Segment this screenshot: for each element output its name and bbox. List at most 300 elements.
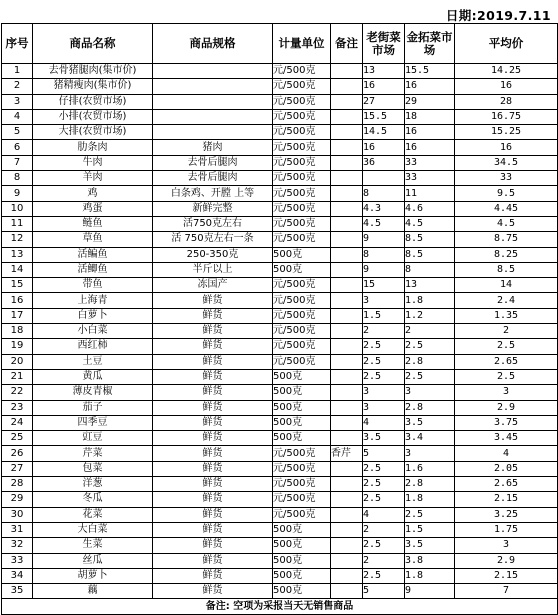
cell-no: 8 [2, 171, 33, 186]
cell-unit: 元/500克 [273, 278, 331, 293]
table-row [2, 79, 558, 94]
cell-no: 5 [2, 125, 33, 140]
table-row [2, 171, 558, 186]
cell-laojie-price: 14.5 [363, 125, 405, 140]
cell-laojie-price: 5 [363, 446, 405, 461]
cell-no: 18 [2, 324, 33, 339]
cell-laojie-price: 3 [363, 400, 405, 415]
cell-jintuo-price: 16 [405, 140, 455, 155]
cell-note: 香芹 [331, 446, 363, 461]
cell-average-price: 8.25 [455, 247, 558, 262]
cell-name: 肋条肉 [33, 140, 153, 155]
cell-name: 活鳊鱼 [33, 247, 153, 262]
cell-spec: 鲜货 [153, 492, 273, 507]
cell-average-price: 2.5 [455, 339, 558, 354]
cell-average-price: 33 [455, 171, 558, 186]
table-row [2, 324, 558, 339]
cell-no: 13 [2, 247, 33, 262]
cell-no: 34 [2, 568, 33, 583]
cell-no: 29 [2, 492, 33, 507]
cell-jintuo-price: 2 [405, 324, 455, 339]
table-row [2, 568, 558, 583]
cell-spec: 去骨后腿肉 [153, 155, 273, 170]
table-row [2, 216, 558, 231]
cell-average-price: 16 [455, 140, 558, 155]
cell-unit: 元/500克 [273, 79, 331, 94]
cell-average-price: 2.9 [455, 553, 558, 568]
cell-name: 黄瓜 [33, 369, 153, 384]
cell-no: 11 [2, 216, 33, 231]
table-row [2, 201, 558, 216]
table-row [2, 431, 558, 446]
cell-laojie-price: 2.5 [363, 369, 405, 384]
cell-unit: 元/500克 [273, 216, 331, 231]
report-date: 日期:2019.7.11 [445, 8, 551, 23]
cell-jintuo-price: 16 [405, 79, 455, 94]
header-laojie-market: 老街菜市场 [363, 24, 405, 64]
cell-note [331, 385, 363, 400]
table-row [2, 125, 558, 140]
cell-name: 小排(农贸市场) [33, 109, 153, 124]
cell-name: 猪精瘦肉(集市价) [33, 79, 153, 94]
cell-no: 2 [2, 79, 33, 94]
cell-laojie-price: 16 [363, 140, 405, 155]
cell-spec: 鲜货 [153, 507, 273, 522]
cell-jintuo-price: 2.5 [405, 369, 455, 384]
cell-spec: 鲜货 [153, 461, 273, 476]
cell-unit: 元/500克 [273, 477, 331, 492]
cell-note [331, 568, 363, 583]
cell-average-price: 1.35 [455, 308, 558, 323]
cell-no: 26 [2, 446, 33, 461]
cell-note [331, 125, 363, 140]
cell-no: 30 [2, 507, 33, 522]
cell-laojie-price: 3.5 [363, 431, 405, 446]
cell-average-price: 2.5 [455, 369, 558, 384]
cell-jintuo-price: 1.8 [405, 568, 455, 583]
table-row [2, 553, 558, 568]
cell-no: 12 [2, 232, 33, 247]
cell-name: 牛肉 [33, 155, 153, 170]
cell-average-price: 4.5 [455, 216, 558, 231]
cell-average-price: 3.25 [455, 507, 558, 522]
cell-spec: 冻国产 [153, 278, 273, 293]
cell-note [331, 507, 363, 522]
cell-laojie-price: 2.5 [363, 477, 405, 492]
cell-average-price: 2.9 [455, 400, 558, 415]
cell-laojie-price: 2.5 [363, 538, 405, 553]
cell-jintuo-price: 1.2 [405, 308, 455, 323]
cell-note [331, 201, 363, 216]
cell-average-price: 1.75 [455, 522, 558, 537]
table-row [2, 262, 558, 277]
cell-unit: 元/500克 [273, 324, 331, 339]
table-row [2, 278, 558, 293]
cell-laojie-price: 15.5 [363, 109, 405, 124]
table-row [2, 584, 558, 599]
cell-note [331, 262, 363, 277]
cell-average-price: 14.25 [455, 64, 558, 79]
cell-average-price: 14 [455, 278, 558, 293]
table-row [2, 400, 558, 415]
cell-laojie-price [363, 171, 405, 186]
cell-no: 7 [2, 155, 33, 170]
cell-unit: 元/500克 [273, 308, 331, 323]
header-note: 备注 [331, 24, 363, 64]
cell-spec: 鲜货 [153, 446, 273, 461]
cell-jintuo-price: 18 [405, 109, 455, 124]
cell-laojie-price: 1.5 [363, 308, 405, 323]
cell-note [331, 278, 363, 293]
cell-jintuo-price: 3.4 [405, 431, 455, 446]
cell-no: 4 [2, 109, 33, 124]
cell-laojie-price: 5 [363, 584, 405, 599]
header-row [2, 24, 558, 64]
cell-jintuo-price: 2.8 [405, 354, 455, 369]
cell-average-price: 7 [455, 584, 558, 599]
cell-no: 35 [2, 584, 33, 599]
cell-name: 丝瓜 [33, 553, 153, 568]
cell-average-price: 2.65 [455, 477, 558, 492]
cell-jintuo-price: 3 [405, 446, 455, 461]
cell-unit: 元/500克 [273, 171, 331, 186]
cell-jintuo-price: 4.6 [405, 201, 455, 216]
cell-average-price: 2 [455, 324, 558, 339]
cell-no: 24 [2, 415, 33, 430]
cell-average-price: 2.65 [455, 354, 558, 369]
cell-note [331, 64, 363, 79]
cell-jintuo-price: 2.8 [405, 400, 455, 415]
table-row [2, 94, 558, 109]
cell-note [331, 232, 363, 247]
cell-spec: 鲜货 [153, 431, 273, 446]
cell-average-price: 3 [455, 538, 558, 553]
table-row [2, 477, 558, 492]
cell-unit: 500克 [273, 431, 331, 446]
cell-name: 去骨猪腿肉(集市价) [33, 64, 153, 79]
cell-note [331, 324, 363, 339]
cell-laojie-price: 2 [363, 553, 405, 568]
cell-unit: 元/500克 [273, 64, 331, 79]
cell-unit: 500克 [273, 247, 331, 262]
header-jintuo-market: 金拓菜市场 [405, 24, 455, 64]
price-table [1, 23, 558, 615]
cell-jintuo-price: 2.5 [405, 507, 455, 522]
cell-spec: 鲜货 [153, 324, 273, 339]
cell-jintuo-price: 29 [405, 94, 455, 109]
cell-name: 草鱼 [33, 232, 153, 247]
cell-unit: 500克 [273, 584, 331, 599]
cell-average-price: 8.5 [455, 262, 558, 277]
cell-unit: 500克 [273, 568, 331, 583]
cell-jintuo-price: 3.5 [405, 538, 455, 553]
cell-name: 上海青 [33, 293, 153, 308]
cell-no: 3 [2, 94, 33, 109]
table-row [2, 64, 558, 79]
cell-unit: 元/500克 [273, 461, 331, 476]
cell-no: 23 [2, 400, 33, 415]
cell-average-price: 8.75 [455, 232, 558, 247]
table-row [2, 186, 558, 201]
cell-note [331, 431, 363, 446]
cell-jintuo-price: 15.5 [405, 64, 455, 79]
cell-unit: 元/500克 [273, 125, 331, 140]
cell-unit: 元/500克 [273, 140, 331, 155]
cell-laojie-price: 4 [363, 507, 405, 522]
cell-average-price: 2.15 [455, 492, 558, 507]
cell-note [331, 415, 363, 430]
cell-spec: 鲜货 [153, 308, 273, 323]
table-row [2, 293, 558, 308]
cell-laojie-price: 4.3 [363, 201, 405, 216]
cell-spec: 鲜货 [153, 553, 273, 568]
cell-spec: 新鲜完整 [153, 201, 273, 216]
cell-unit: 元/500克 [273, 109, 331, 124]
table-row [2, 522, 558, 537]
cell-unit: 500克 [273, 385, 331, 400]
cell-average-price: 9.5 [455, 186, 558, 201]
cell-note [331, 492, 363, 507]
cell-unit: 500克 [273, 553, 331, 568]
cell-no: 6 [2, 140, 33, 155]
header-unit: 计量单位 [273, 24, 331, 64]
cell-name: 土豆 [33, 354, 153, 369]
cell-unit: 500克 [273, 522, 331, 537]
header-name: 商品名称 [33, 24, 153, 64]
cell-jintuo-price: 1.8 [405, 492, 455, 507]
cell-jintuo-price: 3 [405, 385, 455, 400]
cell-jintuo-price: 11 [405, 186, 455, 201]
table-row [2, 308, 558, 323]
cell-name: 胡萝卜 [33, 568, 153, 583]
cell-note [331, 477, 363, 492]
cell-laojie-price: 15 [363, 278, 405, 293]
cell-jintuo-price: 2.5 [405, 339, 455, 354]
cell-jintuo-price: 33 [405, 155, 455, 170]
cell-no: 15 [2, 278, 33, 293]
cell-name: 仔排(农贸市场) [33, 94, 153, 109]
cell-laojie-price: 4.5 [363, 216, 405, 231]
header-spec: 商品规格 [153, 24, 273, 64]
cell-note [331, 171, 363, 186]
cell-no: 33 [2, 553, 33, 568]
cell-name: 西红柿 [33, 339, 153, 354]
cell-note [331, 522, 363, 537]
cell-average-price: 3.75 [455, 415, 558, 430]
cell-note [331, 94, 363, 109]
cell-note [331, 247, 363, 262]
cell-note [331, 79, 363, 94]
cell-laojie-price: 3 [363, 385, 405, 400]
cell-laojie-price: 9 [363, 262, 405, 277]
cell-no: 22 [2, 385, 33, 400]
table-row [2, 461, 558, 476]
cell-no: 14 [2, 262, 33, 277]
cell-jintuo-price: 3.5 [405, 415, 455, 430]
cell-no: 1 [2, 64, 33, 79]
header-average: 平均价 [455, 24, 558, 64]
cell-unit: 500克 [273, 400, 331, 415]
cell-name: 包菜 [33, 461, 153, 476]
cell-laojie-price: 27 [363, 94, 405, 109]
footer-row [2, 599, 558, 614]
cell-spec: 活750克左右 [153, 216, 273, 231]
table-row [2, 232, 558, 247]
cell-unit: 元/500克 [273, 201, 331, 216]
table-row [2, 492, 558, 507]
cell-name: 鸡蛋 [33, 201, 153, 216]
cell-unit: 元/500克 [273, 232, 331, 247]
cell-note [331, 461, 363, 476]
table-row [2, 140, 558, 155]
table-row [2, 247, 558, 262]
cell-average-price: 3 [455, 385, 558, 400]
cell-laojie-price: 2.5 [363, 492, 405, 507]
cell-spec: 250-350克 [153, 247, 273, 262]
cell-name: 羊肉 [33, 171, 153, 186]
cell-jintuo-price: 13 [405, 278, 455, 293]
cell-name: 鸡 [33, 186, 153, 201]
cell-note [331, 308, 363, 323]
cell-name: 大白菜 [33, 522, 153, 537]
cell-note [331, 400, 363, 415]
table-row [2, 354, 558, 369]
cell-spec: 白条鸡、开膛 上等 [153, 186, 273, 201]
cell-unit: 元/500克 [273, 339, 331, 354]
cell-spec: 鲜货 [153, 538, 273, 553]
cell-spec [153, 94, 273, 109]
cell-spec: 鲜货 [153, 354, 273, 369]
cell-name: 豇豆 [33, 431, 153, 446]
cell-spec [153, 109, 273, 124]
cell-spec: 鲜货 [153, 522, 273, 537]
cell-average-price: 3.45 [455, 431, 558, 446]
cell-laojie-price: 13 [363, 64, 405, 79]
cell-note [331, 339, 363, 354]
cell-jintuo-price: 1.6 [405, 461, 455, 476]
cell-name: 洋葱 [33, 477, 153, 492]
cell-average-price: 2.05 [455, 461, 558, 476]
cell-laojie-price: 2 [363, 324, 405, 339]
cell-spec: 鲜货 [153, 477, 273, 492]
cell-average-price: 16 [455, 79, 558, 94]
cell-average-price: 15.25 [455, 125, 558, 140]
header-no: 序号 [2, 24, 33, 64]
cell-no: 25 [2, 431, 33, 446]
table-row [2, 538, 558, 553]
cell-average-price: 2.15 [455, 568, 558, 583]
cell-laojie-price: 16 [363, 79, 405, 94]
cell-jintuo-price: 2.8 [405, 477, 455, 492]
cell-name: 薄皮青椒 [33, 385, 153, 400]
cell-jintuo-price: 9 [405, 584, 455, 599]
cell-spec [153, 125, 273, 140]
cell-average-price: 28 [455, 94, 558, 109]
cell-unit: 元/500克 [273, 293, 331, 308]
cell-no: 19 [2, 339, 33, 354]
cell-name: 大排(农贸市场) [33, 125, 153, 140]
table-row [2, 369, 558, 384]
cell-spec: 鲜货 [153, 584, 273, 599]
cell-no: 17 [2, 308, 33, 323]
cell-spec [153, 64, 273, 79]
cell-note [331, 369, 363, 384]
cell-name: 四季豆 [33, 415, 153, 430]
cell-name: 小白菜 [33, 324, 153, 339]
footer-note: 备注: 空项为采报当天无销售商品 [2, 599, 558, 614]
cell-no: 9 [2, 186, 33, 201]
cell-jintuo-price: 8.5 [405, 232, 455, 247]
cell-no: 20 [2, 354, 33, 369]
cell-name: 芹菜 [33, 446, 153, 461]
cell-name: 带鱼 [33, 278, 153, 293]
cell-spec: 鲜货 [153, 369, 273, 384]
cell-laojie-price: 9 [363, 232, 405, 247]
cell-no: 32 [2, 538, 33, 553]
cell-unit: 500克 [273, 369, 331, 384]
cell-average-price: 34.5 [455, 155, 558, 170]
cell-jintuo-price: 4.5 [405, 216, 455, 231]
cell-unit: 元/500克 [273, 507, 331, 522]
cell-spec: 鲜货 [153, 568, 273, 583]
cell-name: 生菜 [33, 538, 153, 553]
cell-jintuo-price: 16 [405, 125, 455, 140]
cell-laojie-price: 2.5 [363, 568, 405, 583]
cell-note [331, 155, 363, 170]
cell-laojie-price: 2.5 [363, 461, 405, 476]
cell-unit: 500克 [273, 538, 331, 553]
cell-note [331, 109, 363, 124]
cell-spec: 鲜货 [153, 339, 273, 354]
cell-laojie-price: 36 [363, 155, 405, 170]
cell-name: 白萝卜 [33, 308, 153, 323]
cell-laojie-price: 4 [363, 415, 405, 430]
cell-name: 藕 [33, 584, 153, 599]
table-row [2, 339, 558, 354]
cell-no: 27 [2, 461, 33, 476]
cell-jintuo-price: 1.8 [405, 293, 455, 308]
cell-no: 31 [2, 522, 33, 537]
cell-note [331, 553, 363, 568]
cell-jintuo-price: 8 [405, 262, 455, 277]
cell-spec: 鲜货 [153, 415, 273, 430]
cell-average-price: 2.4 [455, 293, 558, 308]
cell-no: 28 [2, 477, 33, 492]
cell-name: 活鲫鱼 [33, 262, 153, 277]
cell-average-price: 16.75 [455, 109, 558, 124]
table-row [2, 109, 558, 124]
cell-unit: 元/500克 [273, 186, 331, 201]
cell-laojie-price: 3 [363, 293, 405, 308]
cell-no: 16 [2, 293, 33, 308]
cell-note [331, 293, 363, 308]
cell-unit: 500克 [273, 262, 331, 277]
cell-laojie-price: 2.5 [363, 354, 405, 369]
cell-note [331, 140, 363, 155]
cell-name: 茄子 [33, 400, 153, 415]
cell-jintuo-price: 8.5 [405, 247, 455, 262]
cell-unit: 元/500克 [273, 155, 331, 170]
cell-unit: 元/500克 [273, 492, 331, 507]
table-row [2, 507, 558, 522]
cell-unit: 500克 [273, 415, 331, 430]
table-row [2, 155, 558, 170]
cell-note [331, 538, 363, 553]
cell-spec [153, 79, 273, 94]
cell-laojie-price: 8 [363, 247, 405, 262]
cell-no: 10 [2, 201, 33, 216]
cell-spec: 去骨后腿肉 [153, 171, 273, 186]
